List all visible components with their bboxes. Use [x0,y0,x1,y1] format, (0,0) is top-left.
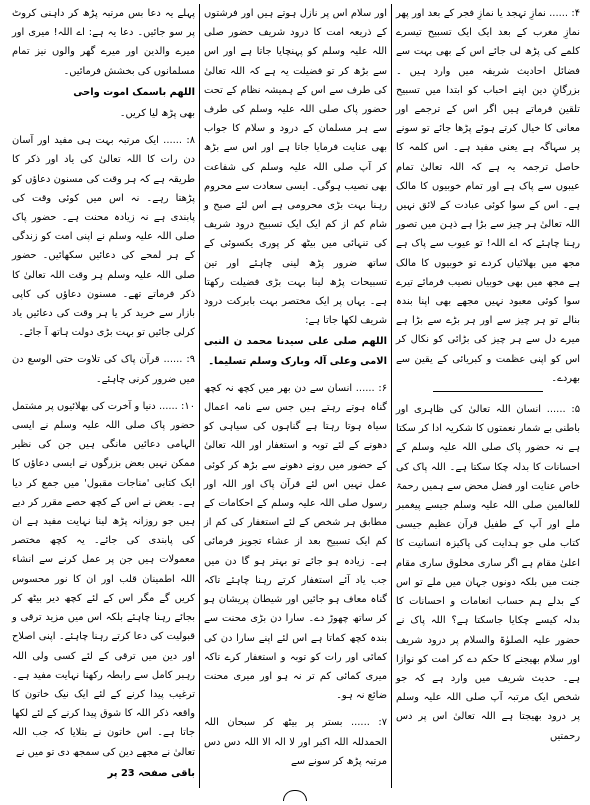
column-right [392,4,584,788]
paragraph-item-8: ۸: ...... ایک مرتبہ بہت ہی مفید اور آسان دن رات کا اللہ تعالیٰ کی یاد اور ذکر کا طریقہ ہے کہ ہر وقت کی مسنون دعاؤں کو پڑھتا رہے۔ نہ اس میں کوئی وقت کی پابندی ہے نہ زیادہ محنت ہے۔ حضور پاک صلی اللہ علیہ وسلم نے اپنی امت کو زندگی کے ہر لمحے کی دعائیں سکھائیں۔ حضور صلی اللہ علیہ وسلم ہر وقت اللہ تعالیٰ کا ذکر فرماتے تھے۔ مسنون دعاؤں کی کاپی بازار سے خرید کر یا ہر وقت کی دعائیں یاد کرلی جائیں تو بہت بڑی دولت ہاتھ آ جائے۔ [12,135,195,339]
text-columns [6,4,584,788]
column-left [8,4,200,788]
paragraph-item-7: ۷: ...... بستر پر بیٹھ کر سبحان اللہ الحمدللہ اللہ اکبر اور لا الہ الا اللہ دس دس مرتبہ پڑھ کر سونے سے [204,717,387,767]
page-number-arc-icon [283,790,307,801]
paragraph-dua-end: بھی پڑھ لیا کریں۔ [119,108,195,120]
paragraph-item-5: ۵: ...... انسان اللہ تعالیٰ کی ظاہری اور باطنی بے شمار نعمتوں کا شکریہ ادا کر سکتا ہے نہ حضور پاک صلی اللہ علیہ وسلم کے احسانات کا بدلہ چکا سکتا ہے۔ اللہ پاک کی خاص عنایت اور فضل محض سے ہمیں رحمۃ للعالمین صلی اللہ علیہ وسلم جیسے پیغمبر ملے اور آپ کے طفیل قرآن عظیم جیسی کتاب ملی جو ہدایت کی پاکیزہ انسانیت کا اعلیٰ مقام ہے اگر ساری مخلوق ساری مقام جنت میں بلکہ دونوں جہان میں ملے تو اس کے بدلے ہم حساب انعامات و احسانات کا بدلہ کیسے چکایا جاسکتا ہے؟ اللہ پاک نے حضور علیہ الصلوٰۃ والسلام پر درود شریف اور سلام بھیجنے کا حکم دے کر امت کو نوازا ہے۔ حدیث شریف میں وارد ہے کہ جو شخص ایک مرتبہ آپ صلی اللہ علیہ وسلم پر درود بھیجتا ہے اللہ تعالیٰ اس پر دس رحمتیں [396,404,580,742]
paragraph-item-4: ۴: ...... نمازِ تہجد یا نمازِ فجر کے بعد اور پھر نمازِ مغرب کے بعد ایک ایک تسبیح تیسرے کلمے کی پڑھ لی جائے اس کے بھی بہت سے فضائل احادیث شریفہ میں وارد ہیں ۔ بزرگانِ دین اپنے احباب کو ابتدا میں تسبیح تلقین فرماتے ہیں اگر اس کے ترجمے اور معانی کا خیال کرتے ہوئے پڑھا جائے تو سونے پر سہاگہ ہے یعنی مفید ہے۔ اس کلمہ کا حاصل ترجمہ یہ ہے کہ اللہ تعالیٰ تمام عیبوں سے پاک ہے اور تمام خوبیوں کا مالک ہے۔ اس کے سوا کوئی عبادت کے لائق نہیں اللہ تعالیٰ ہر چیز سے بڑا ہے ذہن میں تصور رہنا چاہئے کہ اے اللہ! تو عیوب سے پاک ہے مجھ میں بھلائیاں کردے تو خوبیوں کا مالک ہے مجھ میں بھی خوبیاں نصیب فرمائے تیرے سوا کوئی معبود نہیں مجھے بھی اپنا بندہ بنالے تو ہر چیز سے اور ہر بڑے سے بڑا ہے میرے دل سے ہر چیز کی بڑائی کو نکال کر اس کو اپنی عظمت و کبریائی کے یقین سے بھردے۔ [396,8,580,384]
paragraph-item-9: ۹: ...... قرآن پاک کی تلاوت حتی الوسع دن میں ضرور کرنی چاہئے۔ [12,354,195,385]
continuation-note: باقی صفحہ 23 پر [107,767,195,779]
column-middle [200,4,392,788]
paragraph-dua: پہلے یہ دعا بس مرتبہ پڑھ کر داہنی کروٹ پر سو جائیں۔ دعا یہ ہے: اے اللہ! میری اور میرے والدین اور میرے گھر والوں نیز تمام مسلمانوں کی بخشش فرمائیں۔ [12,8,195,77]
durood-text: اللھم صلی علی سیدنا محمد ن النبی الامی وعلی آلہ وبارک وسلم تسلیما۔ [204,336,387,367]
paragraph-item-10: ۱۰: ...... دنیا و آخرت کی بھلائیوں پر مشتمل حضور پاک صلی اللہ علیہ وسلم نے ایسی الہامی دعائیں مانگی ہیں جن کی نظیر ممکن نہیں بعض بزرگوں نے ایسی دعاؤں کا ایک کتابی 'مناجات مقبول' میں جمع کر دیا ہے۔ بعض نے اس کے کچھ حصے مقرر کر دیے ہیں جو روزانہ پڑھ لینا نہایت مفید ہے ان کی پابندی کی جائے۔ یہ کچھ مختصر معمولات ہیں جن پر عمل کرنے سے انشاء اللہ اطمینان قلب اور ان کا نور محسوس کریں گے مگر اس کے لئے کچھ دیر بیٹھ کر بجائے رہنا چاہئے بلکہ اس میں مزید ترقی و قبولیت کی دعا کرتے رہنا چاہئے۔ اپنی اصلاح اور دین میں ترقی کے لئے کسی ولی اللہ رہبر کامل سے رابطہ رکھنا نہایت مفید ہے۔ ترغیب پیدا کرنے کے لئے ایک نیک خاتون کا واقعہ ذکر اللہ کا شوق پیدا کرنے کے لئے لکھا جاتا ہے۔ اس خاتون نے بتلایا کہ جب اللہ تعالیٰ نے مجھے دین کی سمجھ دی تو میں نے [12,400,195,758]
page-footer [0,786,590,794]
paragraph-durood-intro: اور سلام اس پر نازل ہوتے ہیں اور فرشتوں کے ذریعہ امت کا درود شریف حضور صلی اللہ علیہ وسلم کو پہنچایا جاتا ہے اور اس سے بڑھ کر تو فضیلت یہ ہے کہ اللہ تعالیٰ کی طرف سے اس کے ہمیشہ نظام کے تحت حضور پاک صلی اللہ علیہ وسلم کی طرف سے ہر مسلمان کے درود و سلام کا جواب بھی عنایت فرمایا جاتا ہے اور اس سے بڑھ کر آپ صلی اللہ علیہ وسلم کی شفاعت بھی نصیب ہوگی۔ ایسی سعادت سے محروم رہنا بہت بڑی محرومی ہے اس لئے صبح و شام کم از کم ایک ایک تسبیح درود شریف کی تنہائی میں بیٹھ کر پوری یکسوئی کے ساتھ ضرور پڑھ لینی چاہئے اور تین تسبیحات پڑھ لینا بہت بڑی فضیلت رکھتا ہے۔ یہاں پر ایک مختصر بہت بابرکت درود شریف لکھا جاتا ہے: [204,8,387,327]
dua-arabic-text: اللھم باسمک اموت واحی [73,86,195,98]
section-divider [433,391,543,392]
paragraph-item-6: ۶: ...... انسان سے دن بھر میں کچھ نہ کچھ گناہ ہوتے رہتے ہیں جس سے نامہ اعمال سیاہ ہوتا رہتا ہے گناہوں کی سیاہی کو دھونے کے لئے توبہ و استغفار اور اللہ تعالیٰ کے حضور میں رونے دھونے سے بڑھ کر کوئی عمل نہیں اس لئے قرآن پاک اور اللہ اور رسول صلی اللہ علیہ وسلم کے احکامات کے مطابق ہر شخص کے لئے استغفار کی کم از کم ایک تسبیح بعد از عشاء تجویز فرمائی ہے۔ زیادہ ہو جائے تو بہتر ہو گا دن میں جب یاد آئے استغفار کرتے رہنا چاہئے تاکہ گناہ معاف ہو جائیں اور شیطان پریشان ہو کر ساتھ چھوڑ دے۔ سارا دن بڑی محنت سے بندہ کچھ کماتا ہے اس لئے اپنے سارا دن کی کمائی اور رات کو توبہ و استغفار کرے تاکہ میری کمائی کم تر نہ ہو اور میری محنت ضائع نہ ہو۔ [204,382,387,702]
